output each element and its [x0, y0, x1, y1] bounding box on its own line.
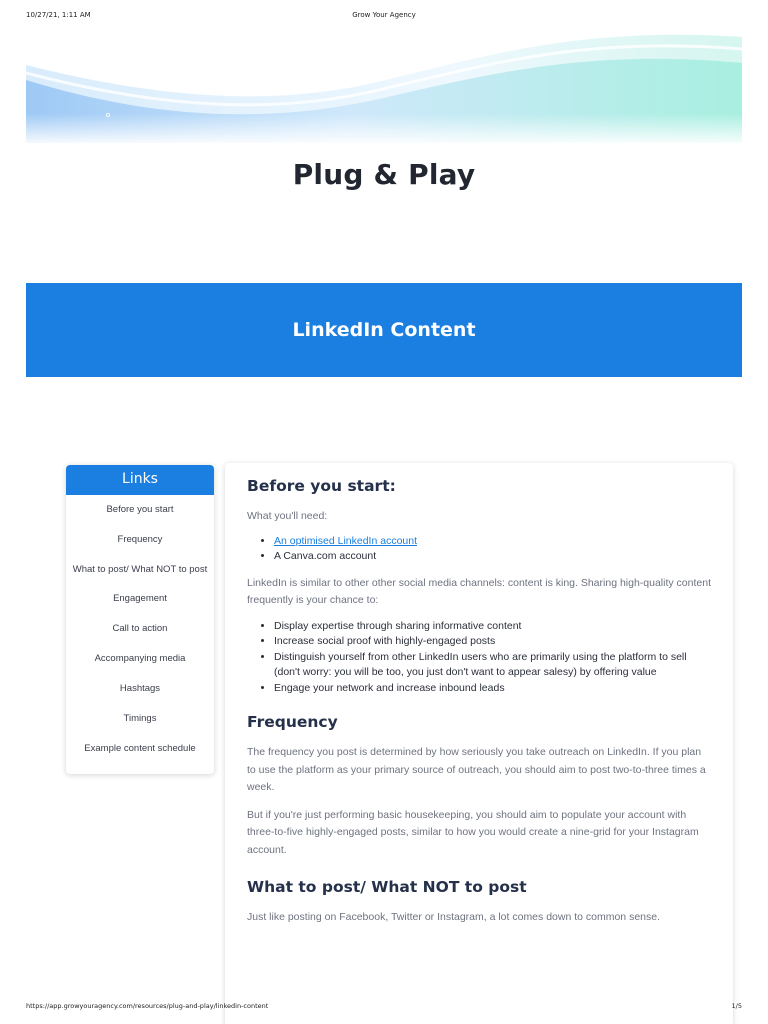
list-item: • Display expertise through sharing informative content [274, 619, 711, 635]
intro-paragraph: LinkedIn is similar to other other social media channels: content is king. Sharing high-quality content frequently is your chance to: [247, 576, 712, 606]
list-item: • A Canva.com account [274, 549, 711, 565]
sidebar-link-before-you-start[interactable]: Before you start [106, 504, 174, 515]
page-title: Plug & Play [292, 158, 476, 191]
sidebar-link-hashtags[interactable]: Hashtags [119, 683, 161, 694]
heading-before-you-start: Before you start: [247, 477, 396, 495]
banner-title: LinkedIn Content [292, 319, 476, 341]
print-doc-title: Grow Your Agency [352, 11, 416, 19]
sidebar-link-list [66, 495, 214, 757]
print-date: 10/27/21, 1:11 AM [26, 11, 91, 19]
hero-wave-graphic [26, 25, 742, 143]
linkedin-account-link[interactable]: An optimised LinkedIn account [274, 534, 418, 547]
heading-frequency: Frequency [247, 713, 338, 731]
sidebar-link-timings[interactable]: Timings [123, 713, 157, 724]
benefits-list [247, 619, 711, 697]
list-item [274, 534, 711, 550]
content-card [225, 463, 733, 1024]
frequency-paragraph-1: The frequency you post is determined by how seriously you take outreach on LinkedIn. If you plan to use the platform as your primary source of outreach, you should aim to post two-to-three times a week. [247, 746, 706, 793]
sidebar-link-what-to-post[interactable]: What to post/ What NOT to post [72, 564, 208, 575]
sidebar-heading: Links [66, 465, 214, 495]
list-item: • Increase social proof with highly-engaged posts [274, 634, 711, 650]
frequency-paragraph-2: But if you're just performing basic housekeeping, you should aim to populate your account with three-to-five highly-engaged posts, similar to how you would create a nine-grid for your Instagram account. [247, 808, 699, 856]
sidebar-link-accompanying-media[interactable]: Accompanying media [94, 653, 186, 664]
list-item: • Engage your network and increase inbound leads [274, 681, 711, 697]
requirements-list [247, 534, 711, 565]
sidebar-link-example-schedule[interactable]: Example content schedule [84, 743, 196, 754]
links-sidebar [66, 465, 214, 774]
print-page-number: 1/5 [731, 1002, 742, 1010]
print-footer [26, 1002, 742, 1012]
sidebar-link-call-to-action[interactable]: Call to action [112, 623, 168, 634]
heading-what-to-post: What to post/ What NOT to post [247, 878, 527, 896]
section-banner [26, 283, 742, 377]
print-header [26, 11, 742, 21]
what-to-post-paragraph: Just like posting on Facebook, Twitter or Instagram, a lot comes down to common sense. [247, 911, 661, 923]
list-item: • Distinguish yourself from other LinkedIn users who are primarily using the platform to sell (don't worry: you will be too, you just don't want to appear salesy) by offering value [274, 650, 711, 681]
sidebar-link-frequency[interactable]: Frequency [117, 534, 163, 545]
sidebar-link-engagement[interactable]: Engagement [113, 593, 167, 604]
print-url: https://app.growyouragency.com/resources/plug-and-play/linkedin-content [26, 1002, 269, 1010]
need-label: What you'll need: [247, 510, 328, 522]
